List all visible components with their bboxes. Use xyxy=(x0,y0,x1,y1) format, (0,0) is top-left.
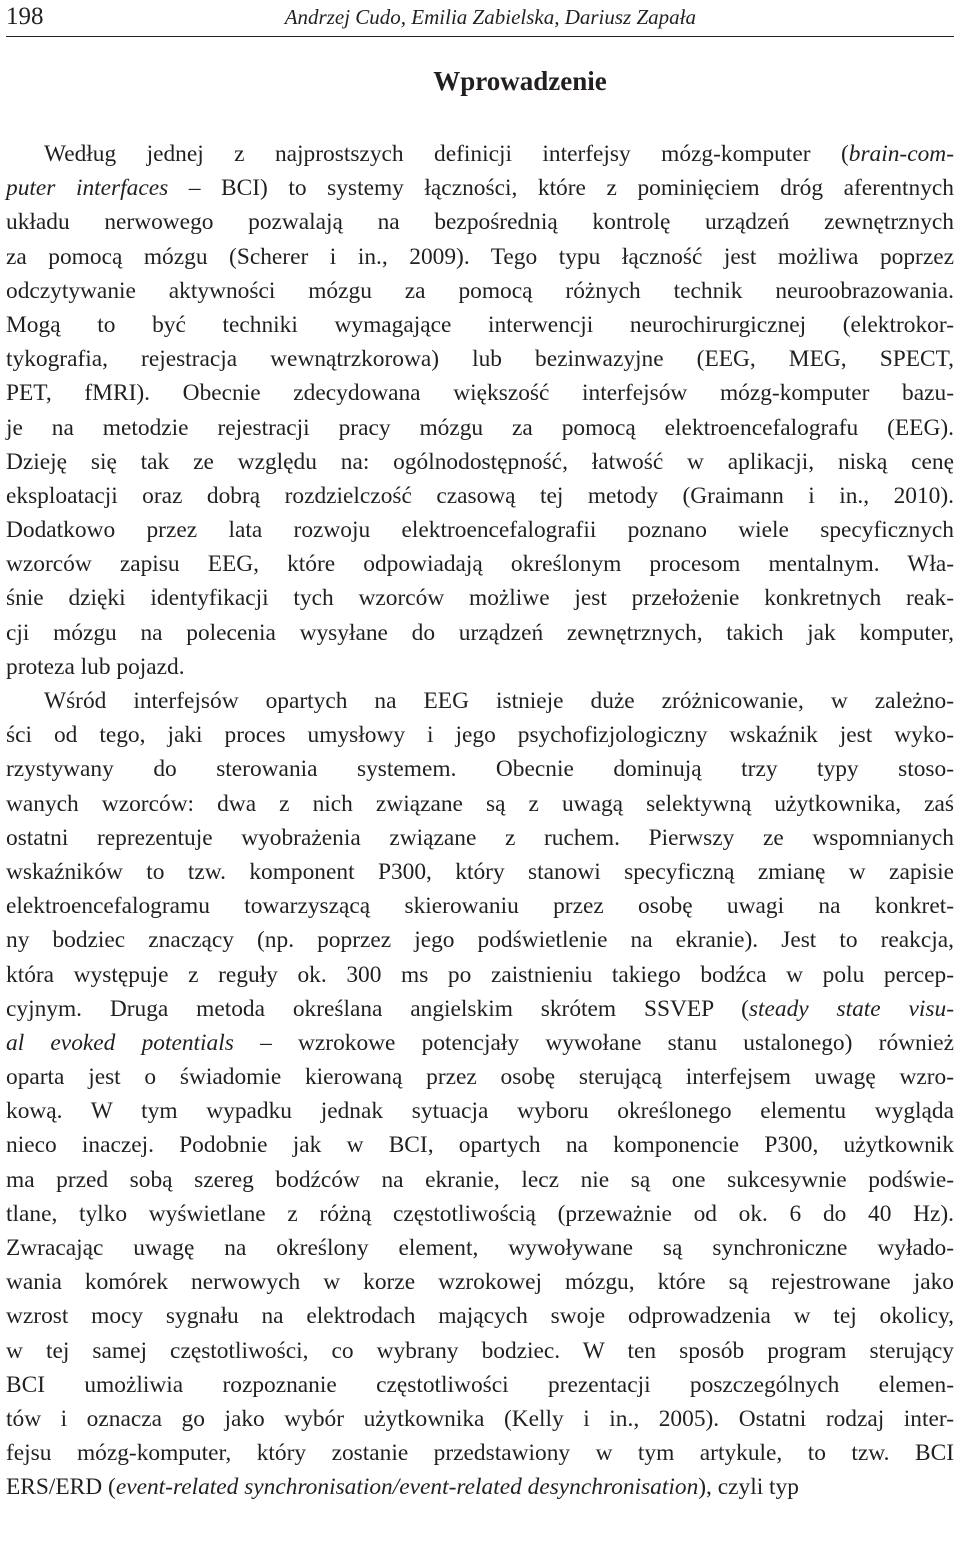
paragraph xyxy=(6,137,954,684)
text-line xyxy=(6,889,954,923)
text-segment: proteza lub pojazd. xyxy=(6,653,185,680)
text-line xyxy=(6,445,954,479)
page-number: 198 xyxy=(6,3,44,30)
text-segment: ), czyli typ xyxy=(698,1474,799,1501)
text-segment: elektroencefalogramu towarzyszącą skierowaniu przez osobę uwagi na konkret- xyxy=(6,893,954,920)
text-line xyxy=(6,958,954,992)
text-segment: oparta jest o świadomie kierowaną przez osobę sterującą interfejsem uwagę wzro- xyxy=(6,1064,954,1091)
paragraph xyxy=(6,684,954,1505)
italic-term: al evoked potentials xyxy=(6,1029,234,1056)
text-line xyxy=(6,137,954,171)
text-segment: która występuje z reguły ok. 300 ms po zaistnieniu takiego bodźca w polu percep- xyxy=(6,961,954,988)
text-segment: tlane, tylko wyświetlane z różną częstotliwością (przeważnie od ok. 6 do 40 Hz). xyxy=(6,1200,954,1227)
text-line xyxy=(6,1470,954,1504)
text-line xyxy=(6,616,954,650)
text-line xyxy=(6,581,954,615)
text-line xyxy=(6,1094,954,1128)
text-line xyxy=(6,855,954,889)
text-segment: Dzieję się tak ze względu na: ogólnodostępność, łatwość w aplikacji, niską cenę xyxy=(6,448,954,475)
text-segment: eksploatacji oraz dobrą rozdzielczość czasową tej metody (Graimann i in., 2010). xyxy=(6,482,954,509)
text-line xyxy=(6,342,954,376)
text-line xyxy=(6,821,954,855)
text-segment: fejsu mózg-komputer, który zostanie przedstawiony w tym artykule, to tzw. BCI xyxy=(6,1440,954,1467)
text-line xyxy=(6,1436,954,1470)
text-segment: w tej samej częstotliwości, co wybrany bodziec. W ten sposób program sterujący xyxy=(6,1337,954,1364)
text-segment: je na metodzie rejestracji pracy mózgu za pomocą elektroencefalografu (EEG). xyxy=(6,414,954,441)
running-header xyxy=(6,0,954,37)
text-segment: za pomocą mózgu (Scherer i in., 2009). Tego typu łączność jest możliwa poprzez xyxy=(6,243,954,270)
text-line xyxy=(6,1402,954,1436)
text-line xyxy=(6,411,954,445)
italic-term: event-related synchronisation/event-related desynchronisation xyxy=(115,1474,699,1501)
text-line xyxy=(6,650,954,684)
text-line xyxy=(6,752,954,786)
italic-term: steady state visu- xyxy=(748,995,954,1022)
text-line xyxy=(6,240,954,274)
text-line xyxy=(6,1026,954,1060)
text-line xyxy=(6,1197,954,1231)
text-segment: cyjnym. Druga metoda określana angielskim skrótem SSVEP ( xyxy=(6,995,749,1022)
text-segment: Wśród interfejsów opartych na EEG istnieje duże zróżnicowanie, w zależno- xyxy=(44,688,954,714)
text-segment: PET, fMRI). Obecnie zdecydowana większość interfejsów mózg-komputer bazu- xyxy=(6,380,954,407)
text-line xyxy=(6,171,954,205)
text-segment: ERS/ERD ( xyxy=(6,1474,116,1501)
text-segment: cji mózgu na polecenia wysyłane do urządzeń zewnętrznych, takich jak komputer, xyxy=(6,619,954,646)
text-line xyxy=(6,1334,954,1368)
text-segment: ma przed sobą szereg bodźców na ekranie, lecz nie są one sukcesywnie podświe- xyxy=(6,1166,954,1193)
text-line xyxy=(6,376,954,410)
running-head-authors: Andrzej Cudo, Emilia Zabielska, Dariusz Zapała xyxy=(284,5,696,29)
text-segment: tykografia, rejestracja wewnątrzkorowa) lub bezinwazyjne (EEG, MEG, SPECT, xyxy=(6,346,954,373)
text-line xyxy=(6,923,954,957)
text-line xyxy=(6,1265,954,1299)
text-line xyxy=(6,205,954,239)
text-segment: rzystywany do sterowania systemem. Obecnie dominują trzy typy stoso- xyxy=(6,756,954,783)
text-line xyxy=(6,992,954,1026)
text-line xyxy=(6,1299,954,1333)
italic-term: brain-com- xyxy=(848,141,954,167)
text-segment: ostatni reprezentuje wyobrażenia związane z ruchem. Pierwszy ze wspomnianych xyxy=(6,824,954,851)
body-text xyxy=(6,137,954,1505)
section-title: Wprowadzenie xyxy=(433,66,607,96)
text-segment: Dodatkowo przez lata rozwoju elektroencefalografii poznano wiele specyficznych xyxy=(6,517,954,544)
text-line xyxy=(6,479,954,513)
text-segment: śnie dzięki identyfikacji tych wzorców możliwe jest przełożenie konkretnych reak- xyxy=(6,585,954,612)
text-segment: wanych wzorców: dwa z nich związane są z uwagą selektywną użytkownika, zaś xyxy=(6,790,954,817)
text-segment: – wzrokowe potencjały wywołane stanu ustalonego) również xyxy=(233,1029,954,1056)
text-segment: kową. W tym wypadku jednak sytuacja wyboru określonego elementu wygląda xyxy=(6,1098,954,1125)
text-segment: wania komórek nerwowych w korze wzrokowej mózgu, które są rejestrowane jako xyxy=(6,1269,954,1296)
text-line xyxy=(6,684,954,718)
text-line xyxy=(6,513,954,547)
text-segment: – BCI) to systemy łączności, które z pominięciem dróg aferentnych xyxy=(168,175,954,202)
text-segment: wskaźników to tzw. komponent P300, który stanowi specyficzną zmianę w zapisie xyxy=(6,858,954,885)
text-line xyxy=(6,1163,954,1197)
text-line xyxy=(6,718,954,752)
text-segment: ny bodziec znaczący (np. poprzez jego podświetlenie na ekranie). Jest to reakcja, xyxy=(6,927,954,954)
text-segment: wzrost mocy sygnału na elektrodach mających swoje odprowadzenia w tej okolicy, xyxy=(6,1303,954,1330)
text-line xyxy=(6,1231,954,1265)
text-segment: tów i oznacza go jako wybór użytkownika (Kelly i in., 2005). Ostatni rodzaj inter- xyxy=(6,1405,954,1432)
text-line xyxy=(6,1128,954,1162)
text-line xyxy=(6,1060,954,1094)
text-segment: wzorców zapisu EEG, które odpowiadają określonym procesom mentalnym. Wła- xyxy=(6,551,954,578)
text-segment: BCI umożliwia rozpoznanie częstotliwości prezentacji poszczególnych elemen- xyxy=(6,1371,954,1398)
text-segment: Mogą to być techniki wymagające interwencji neurochirurgicznej (elektrokor- xyxy=(6,311,954,338)
text-segment: układu nerwowego pozwalają na bezpośrednią kontrolę urządzeń zewnętrznych xyxy=(6,209,954,236)
text-segment: nieco inaczej. Podobnie jak w BCI, opartych na komponencie P300, użytkownik xyxy=(6,1132,954,1159)
text-segment: Zwracając uwagę na określony element, wywoływane są synchroniczne wyłado- xyxy=(6,1235,954,1261)
text-segment: odczytywanie aktywności mózgu za pomocą różnych technik neuroobrazowania. xyxy=(6,277,954,304)
text-line xyxy=(6,308,954,342)
italic-term: puter interfaces xyxy=(6,175,169,202)
text-line xyxy=(6,1368,954,1402)
text-line xyxy=(6,787,954,821)
text-segment: Według jednej z najprostszych definicji interfejsy mózg-komputer ( xyxy=(44,141,849,167)
text-line xyxy=(6,274,954,308)
text-line xyxy=(6,547,954,581)
text-segment: ści od tego, jaki proces umysłowy i jego psychofizjologiczny wskaźnik jest wyko- xyxy=(6,722,954,749)
